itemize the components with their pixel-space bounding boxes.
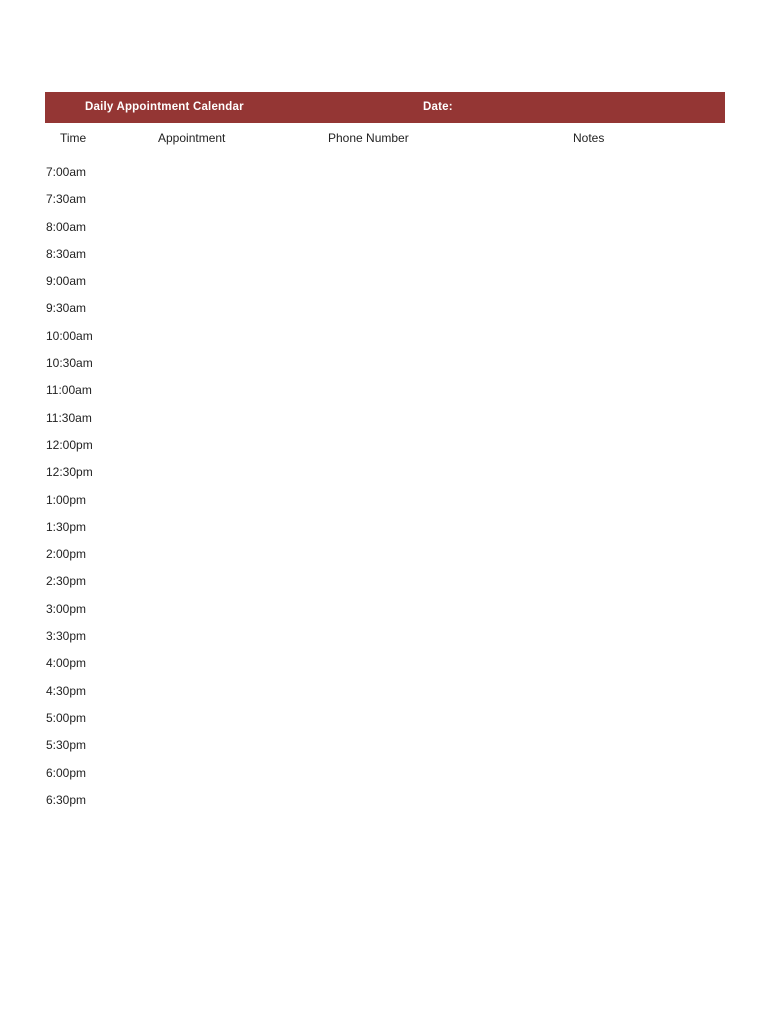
time-slot: 11:30am xyxy=(46,410,92,425)
time-slot: 6:30pm xyxy=(46,792,87,807)
time-slot: 5:30pm xyxy=(46,738,87,753)
column-header-time: Time xyxy=(60,131,87,145)
time-slot: 11:00am xyxy=(46,383,92,398)
time-slot: 4:00pm xyxy=(46,656,87,671)
time-slot: 2:00pm xyxy=(46,547,87,562)
time-slot: 3:00pm xyxy=(46,601,87,616)
time-slot: 4:30pm xyxy=(46,683,87,698)
time-slot-list xyxy=(46,165,93,820)
time-slot: 10:30am xyxy=(46,356,93,371)
time-slot: 9:00am xyxy=(46,274,87,289)
calendar-title-bar xyxy=(45,92,725,123)
column-header-appointment: Appointment xyxy=(158,131,226,145)
time-slot: 10:00am xyxy=(46,328,93,343)
time-slot: 9:30am xyxy=(46,301,87,316)
time-slot: 12:00pm xyxy=(46,437,93,452)
time-slot: 7:30am xyxy=(46,192,87,207)
column-header-notes: Notes xyxy=(573,131,605,145)
time-slot: 1:00pm xyxy=(46,492,87,507)
time-slot: 1:30pm xyxy=(46,519,87,534)
date-label: Date: xyxy=(423,101,453,113)
time-slot: 8:00am xyxy=(46,219,87,234)
time-slot: 8:30am xyxy=(46,246,87,261)
calendar-title: Daily Appointment Calendar xyxy=(85,101,244,113)
time-slot: 12:30pm xyxy=(46,465,93,480)
time-slot: 7:00am xyxy=(46,165,87,179)
column-header-phone-number: Phone Number xyxy=(328,131,409,145)
time-slot: 2:30pm xyxy=(46,574,87,589)
time-slot: 6:00pm xyxy=(46,765,87,780)
time-slot: 3:30pm xyxy=(46,629,87,644)
time-slot: 5:00pm xyxy=(46,710,87,725)
